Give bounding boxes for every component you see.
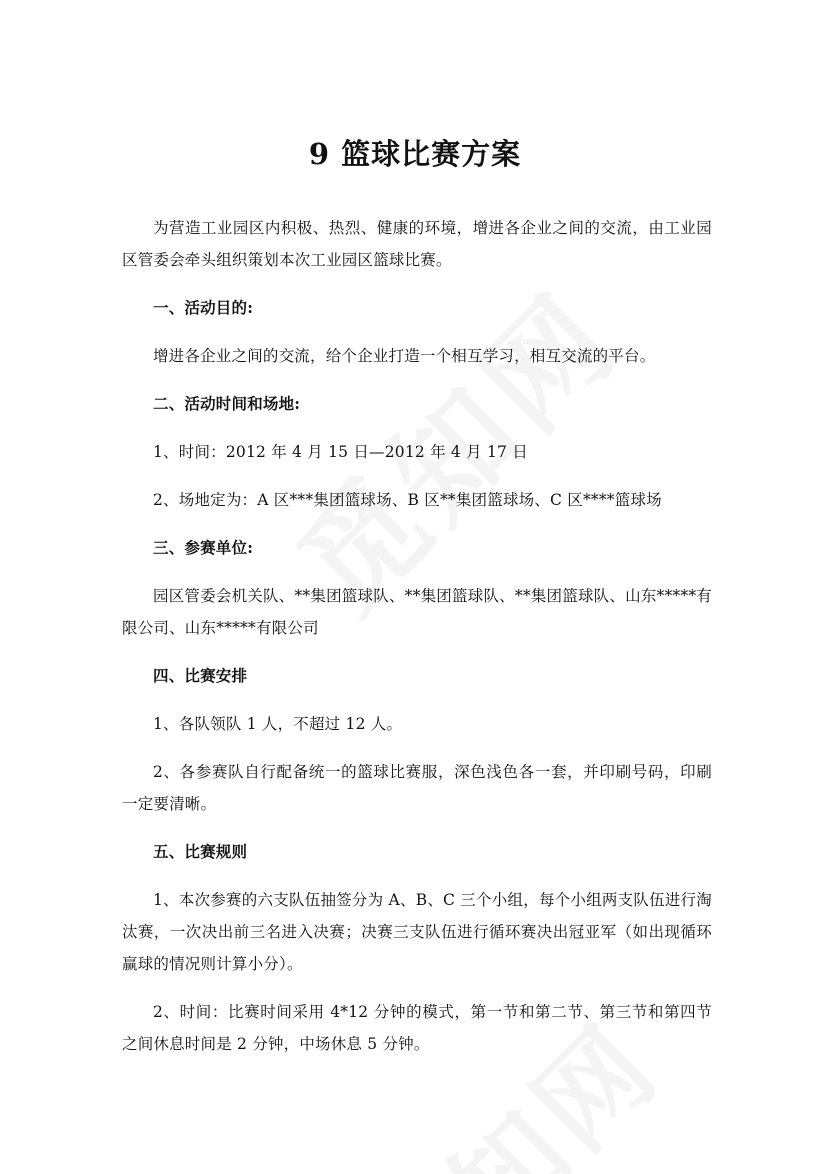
section-heading: 五、比赛规则 — [153, 842, 248, 861]
body-paragraph: 1、时间：2012 年 4 月 15 日—2012 年 4 月 17 日 — [153, 443, 528, 461]
intro-paragraph: 为营造工业园区内积极、热烈、健康的环境，增进各企业之间的交流，由工业园区管委会牵头组织策划本次工业园区篮球比赛。 — [122, 219, 712, 269]
section-heading: 三、参赛单位: — [153, 538, 254, 557]
section-heading: 二、活动时间和场地: — [153, 394, 301, 413]
body-paragraph: 1、本次参赛的六支队伍抽签分为 A、B、C 三个小组，每个小组两支队伍进行淘汰赛，一次决出前三名进入决赛；决赛三支队伍进行循环赛决出冠亚军（如出现循环赢球的情况则计算小分）。 — [122, 891, 712, 973]
body-paragraph: 园区管委会机关队、**集团篮球队、**集团篮球队、**集团篮球队、山东*****有限公司、山东*****有限公司 — [122, 587, 712, 637]
document-body — [122, 212, 712, 1060]
section-heading: 四、比赛安排 — [153, 666, 248, 685]
document-title: 9 篮球比赛方案 — [308, 137, 522, 171]
section-heading: 一、活动目的: — [153, 298, 254, 317]
body-paragraph: 1、各队领队 1 人，不超过 12 人。 — [153, 715, 403, 733]
body-paragraph: 2、时间：比赛时间采用 4*12 分钟的模式，第一节和第二节、第三节和第四节之间休息时间是 2 分钟，中场休息 5 分钟。 — [122, 1003, 712, 1053]
body-paragraph: 2、场地定为：A 区***集团篮球场、B 区**集团篮球场、C 区****篮球场 — [153, 491, 662, 509]
body-paragraph: 2、各参赛队自行配备统一的篮球比赛服，深色浅色各一套，并印刷号码，印刷一定要清晰。 — [122, 763, 712, 813]
body-paragraph: 增进各企业之间的交流，给个企业打造一个相互学习，相互交流的平台。 — [153, 347, 656, 365]
